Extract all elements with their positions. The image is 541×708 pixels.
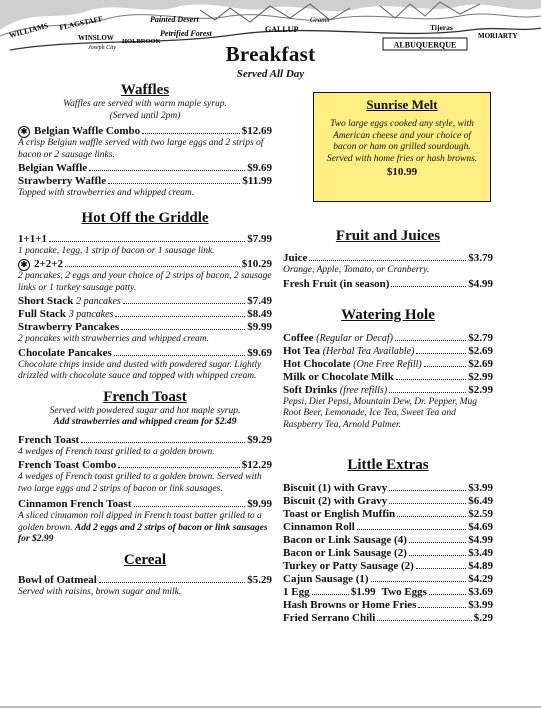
griddle-section — [18, 210, 272, 383]
menu-item-belgian-waffle-combo: ✱ Belgian Waffle Combo $12.69 — [18, 125, 272, 138]
menu-item-turkey-sausage: Turkey or Patty Sausage (2) $4.89 — [283, 560, 493, 572]
menu-item-soft-drinks: Soft Drinks (free refills) $2.99 — [283, 383, 493, 396]
menu-item-cajun-sausage: Cajun Sausage (1) $4.29 — [283, 573, 493, 585]
menu-item-strawberry-waffle: Strawberry Waffle $11.99 — [18, 175, 272, 187]
price: $9.99 — [247, 498, 272, 510]
item-description: Chocolate chips inside and dusted with powdered sugar. Lightly drizzled with chocolate sauce and topped with whipped cream. — [18, 359, 262, 381]
griddle-heading: Hot Off the Griddle — [81, 209, 209, 226]
price: $3.99 — [468, 599, 493, 611]
price: $2.79 — [468, 331, 493, 344]
price: $9.99 — [247, 321, 272, 333]
price: $4.99 — [468, 534, 493, 546]
menu-item-bacon-2: Bacon or Link Sausage (2) $3.49 — [283, 547, 493, 559]
sunrise-melt-heading: Sunrise Melt — [366, 97, 438, 112]
menu-item-cinnamon-french-toast: Cinnamon French Toast $9.99 — [18, 498, 272, 510]
price: $3.69 — [468, 586, 493, 598]
price: $8.49 — [247, 308, 272, 320]
waffles-note: Waffles are served with warm maple syrup. — [63, 99, 227, 109]
price: $.29 — [473, 612, 493, 624]
menu-item-chocolate-pancakes: Chocolate Pancakes $9.69 — [18, 346, 272, 359]
map-label-flagstaff: FLAGSTAFF — [58, 13, 104, 32]
french-toast-heading: French Toast — [103, 388, 187, 405]
item-description: 2 pancakes with strawberries and whipped cream. — [18, 334, 209, 344]
watering-heading: Watering Hole — [341, 306, 435, 323]
left-column — [18, 82, 272, 599]
item-description: 2 pancakes, 2 eggs and your choice of 2 strips of bacon, 2 sausage links or 1 turkey sausage patty. — [18, 271, 272, 293]
menu-item-biscuit-2: Biscuit (2) with Gravy $6.49 — [283, 495, 493, 507]
map-label-grants: Grants — [310, 16, 330, 24]
menu-item-fresh-fruit: Fresh Fruit (in season) $4.99 — [283, 277, 493, 290]
menu-item-strawberry-pancakes: Strawberry Pancakes $9.99 — [18, 321, 272, 333]
price: $6.49 — [468, 495, 493, 507]
menu-item-2-2-2: ✱ 2+2+2 $10.29 — [18, 258, 272, 271]
menu-item-cinnamon-roll: Cinnamon Roll $4.69 — [283, 521, 493, 533]
item-description: A sliced cinnamon roll dipped in French toast batter grilled to a golden brown. Add 2 eggs and 2 strips of bacon or link sausages for $2.99 — [18, 511, 268, 544]
french-toast-section — [18, 389, 272, 546]
price: $9.69 — [247, 346, 272, 359]
price: $2.69 — [468, 344, 493, 357]
menu-item-french-toast: French Toast $9.29 — [18, 433, 272, 446]
menu-item-biscuit-1: Biscuit (1) with Gravy $3.99 — [283, 482, 493, 494]
map-label-holbrook: HOLBROOK — [122, 38, 161, 45]
menu-item-milk: Milk or Chocolate Milk $2.99 — [283, 370, 493, 383]
item-description: 1 pancake, 1egg, 1 strip of bacon or 1 sausage link. — [18, 245, 215, 256]
waffles-heading: Waffles — [120, 82, 170, 98]
price: $2.99 — [468, 370, 493, 383]
price: $2.59 — [468, 508, 493, 520]
asterisk-icon: ✱ — [18, 126, 30, 138]
map-label-williams: WILLIAMS — [8, 20, 50, 40]
menu-item-belgian-waffle: Belgian Waffle $9.69 — [18, 162, 272, 174]
menu-item-coffee: Coffee (Regular or Decaf) $2.79 — [283, 331, 493, 344]
fruit-heading: Fruit and Juices — [335, 228, 441, 244]
sunrise-melt-box — [313, 92, 491, 202]
menu-item-bacon-4: Bacon or Link Sausage (4) $4.99 — [283, 534, 493, 546]
price: $7.49 — [247, 295, 272, 307]
menu-item-full-stack: Full Stack 3 pancakes $8.49 — [18, 308, 272, 320]
price: $9.69 — [247, 162, 272, 174]
menu-item-hot-tea: Hot Tea (Herbal Tea Available) $2.69 — [283, 344, 493, 357]
menu-item-1-1-1: 1+1+1 $7.99 — [18, 232, 272, 245]
fruit-section — [283, 228, 493, 291]
price: $4.89 — [468, 560, 493, 572]
price: $10.29 — [241, 258, 272, 270]
map-label-moriarty: MORIARTY — [478, 32, 518, 40]
menu-item-bowl-of-oatmeal: Bowl of Oatmeal $5.29 — [18, 573, 272, 586]
extras-section — [283, 457, 493, 625]
menu-item-toast: Toast or English Muffin $2.59 — [283, 508, 493, 520]
sunrise-melt-price: $10.99 — [386, 166, 418, 178]
cereal-section — [18, 552, 272, 599]
price: $3.49 — [468, 547, 493, 559]
price: $5.29 — [247, 573, 272, 586]
map-label-winslow: WINSLOW — [78, 34, 114, 42]
map-label-albuquerque: ALBUQUERQUE — [393, 40, 457, 50]
menu-item-eggs: 1 Egg $1.99 Two Eggs $3.69 — [283, 586, 493, 598]
price: $7.99 — [247, 232, 272, 245]
map-label-gallup: GALLUP — [265, 25, 299, 34]
asterisk-icon: ✱ — [18, 259, 30, 271]
item-description: 4 wedges of French toast grilled to a golden brown. Served with two large eggs and 2 strips of bacon or link sausages. — [18, 472, 262, 494]
menu-item-hash-browns: Hash Browns or Home Fries $3.99 — [283, 599, 493, 611]
price: $11.99 — [242, 175, 272, 187]
item-description: Served with raisins, brown sugar and milk. — [18, 586, 182, 597]
price: $1.99 — [350, 586, 376, 598]
map-label-joseph-city: Joseph City — [88, 45, 117, 51]
map-label-painted-desert: Painted Desert — [150, 15, 199, 24]
item-description: Topped with strawberries and whipped cream. — [18, 188, 195, 198]
price: $2.99 — [468, 383, 493, 396]
menu-item-juice: Juice $3.79 — [283, 252, 493, 264]
map-label-tijeras: Tijeras — [430, 23, 453, 32]
price: $4.69 — [468, 521, 493, 533]
menu-item-short-stack: Short Stack 2 pancakes $7.49 — [18, 295, 272, 307]
page-subtitle: Served All Day — [236, 68, 305, 80]
price: $12.69 — [241, 125, 272, 137]
price: $9.29 — [247, 433, 272, 446]
item-description: Orange, Apple, Tomato, or Cranberry. — [283, 265, 430, 275]
menu-item-french-toast-combo: French Toast Combo $12.29 — [18, 459, 272, 471]
item-description: A crisp Belgian waffle served with two large eggs and 2 strips of bacon or 2 sausage links. — [18, 138, 264, 160]
price: $4.29 — [468, 573, 493, 585]
right-column — [283, 228, 493, 625]
menu-item-serrano-chili: Fried Serrano Chili $.29 — [283, 612, 493, 624]
price: $4.99 — [468, 277, 493, 290]
extras-heading: Little Extras — [347, 457, 429, 473]
cereal-heading: Cereal — [123, 551, 167, 568]
item-description: 4 wedges of French toast grilled to a golden brown. — [18, 446, 215, 457]
watering-section — [283, 307, 493, 432]
french-toast-addon: Add strawberries and whipped cream for $2.49 — [53, 417, 237, 427]
waffles-section — [18, 82, 272, 200]
menu-item-hot-chocolate: Hot Chocolate (One Free Refill) $2.69 — [283, 357, 493, 370]
map-label-petrified-forest: Petrified Forest — [160, 29, 212, 38]
sunrise-melt-description: Two large eggs cooked any style, with American cheese and your choice of bacon or ham on grilled sourdough. Served with home fries or hash browns. — [326, 119, 478, 164]
price: $2.69 — [468, 357, 493, 370]
page-title: Breakfast — [225, 42, 316, 66]
price: $12.29 — [241, 459, 272, 471]
price: $3.79 — [468, 252, 493, 264]
waffles-note-hours: (Served until 2pm) — [109, 110, 181, 121]
french-toast-note: Served with powdered sugar and hot maple syrup. — [49, 405, 241, 416]
price: $3.99 — [468, 482, 493, 494]
item-description: Pepsi, Diet Pepsi, Mountain Dew, Dr. Pepper, Mug Root Beer, Lemonade, Ice Tea, Sweet Tea and Raspberry Tea, Arnold Palmer. — [283, 396, 478, 430]
